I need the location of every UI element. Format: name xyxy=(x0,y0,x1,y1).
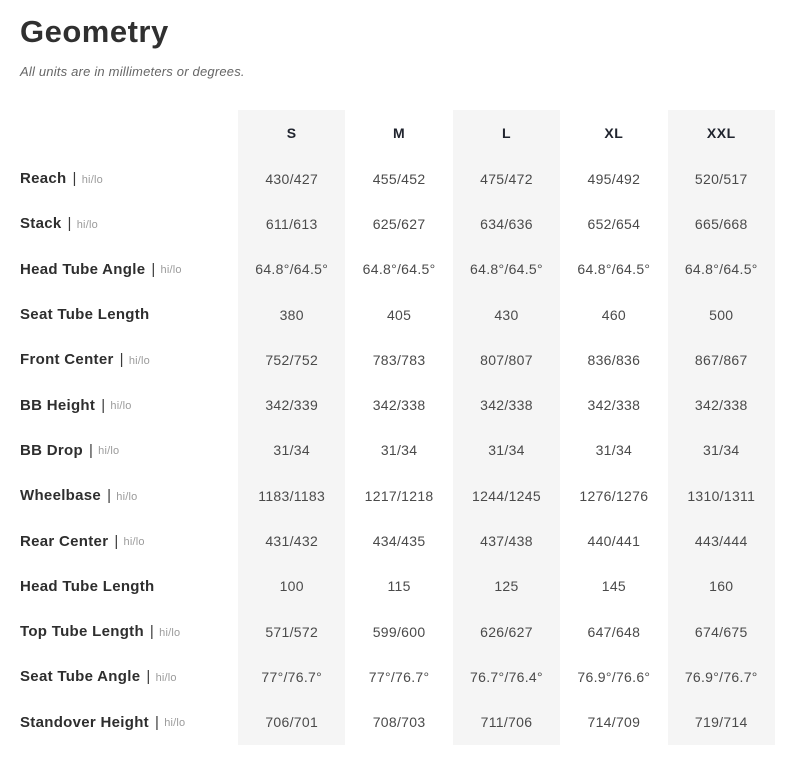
value-cell: 342/338 xyxy=(587,397,641,414)
row-label-cell xyxy=(20,156,238,201)
row-label: Wheelbase xyxy=(20,487,102,505)
label-separator: | xyxy=(72,170,77,188)
value-cell: 31/34 xyxy=(595,442,633,459)
value-cell: 500 xyxy=(668,292,775,337)
row-label: Top Tube Length xyxy=(20,623,144,641)
value-cell: 342/338 xyxy=(372,397,426,414)
geometry-table xyxy=(20,110,775,745)
value-cell: 77°/76.7° xyxy=(238,654,345,699)
value-cell: 460 xyxy=(601,306,626,323)
value-cell: 665/668 xyxy=(668,201,775,246)
row-label: Seat Tube Angle xyxy=(20,668,141,686)
row-suffix-hi-lo: hi/lo xyxy=(110,400,132,413)
value-cell: 807/807 xyxy=(453,337,560,382)
value-cell: 76.9°/76.6° xyxy=(577,668,651,685)
row-label-cell xyxy=(20,201,238,246)
row-label: Head Tube Angle xyxy=(20,260,146,278)
row-suffix-hi-lo: hi/lo xyxy=(128,354,150,367)
value-cell: 719/714 xyxy=(668,700,775,745)
value-cell: 1217/1218 xyxy=(364,487,434,504)
row-label: Stack xyxy=(20,215,62,233)
value-cell: 708/703 xyxy=(372,714,426,731)
value-cell: 674/675 xyxy=(668,609,775,654)
value-cell: 342/339 xyxy=(238,382,345,427)
row-suffix-hi-lo: hi/lo xyxy=(98,445,120,458)
page-title: Geometry xyxy=(20,14,169,49)
value-cell: 434/435 xyxy=(372,533,426,550)
value-cell: 1244/1245 xyxy=(453,473,560,518)
column-header-m: M xyxy=(393,125,406,141)
row-label-cell xyxy=(20,428,238,473)
value-cell: 437/438 xyxy=(453,518,560,563)
row-label-cell xyxy=(20,337,238,382)
value-cell: 625/627 xyxy=(372,215,426,232)
value-cell: 1310/1311 xyxy=(668,473,775,518)
value-cell: 706/701 xyxy=(238,700,345,745)
value-cell: 64.8°/64.5° xyxy=(362,261,436,278)
value-cell: 495/492 xyxy=(587,170,641,187)
label-separator: | xyxy=(88,441,94,459)
value-cell: 711/706 xyxy=(453,700,560,745)
value-cell: 783/783 xyxy=(372,351,426,368)
label-separator: | xyxy=(107,487,112,505)
value-cell: 626/627 xyxy=(453,609,560,654)
value-cell: 867/867 xyxy=(668,337,775,382)
value-cell: 31/34 xyxy=(453,428,560,473)
value-cell: 520/517 xyxy=(668,156,775,201)
value-cell: 836/836 xyxy=(587,351,641,368)
row-suffix-hi-lo: hi/lo xyxy=(116,490,138,503)
value-cell: 455/452 xyxy=(372,170,426,187)
row-label: BB Height xyxy=(20,396,96,414)
row-label-cell xyxy=(20,700,238,745)
label-separator: | xyxy=(119,351,124,369)
value-cell: 714/709 xyxy=(587,714,641,731)
value-cell: 76.7°/76.4° xyxy=(453,654,560,699)
value-cell: 64.8°/64.5° xyxy=(577,261,651,278)
value-cell: 475/472 xyxy=(453,156,560,201)
value-cell: 100 xyxy=(238,564,345,609)
row-label-cell xyxy=(20,247,238,292)
label-separator: | xyxy=(149,623,155,641)
row-label: Rear Center xyxy=(20,532,109,550)
label-separator: | xyxy=(114,532,119,550)
row-label: Head Tube Length xyxy=(20,577,155,595)
label-separator: | xyxy=(101,396,106,414)
column-header-xl: XL xyxy=(604,125,624,141)
row-suffix-hi-lo: hi/lo xyxy=(159,626,181,639)
value-cell: 652/654 xyxy=(587,215,641,232)
row-suffix-hi-lo: hi/lo xyxy=(160,264,182,277)
value-cell: 342/338 xyxy=(668,382,775,427)
row-label-cell xyxy=(20,609,238,654)
value-cell: 430/427 xyxy=(238,156,345,201)
value-cell: 64.8°/64.5° xyxy=(668,247,775,292)
row-suffix-hi-lo: hi/lo xyxy=(164,717,186,730)
value-cell: 160 xyxy=(668,564,775,609)
value-cell: 64.8°/64.5° xyxy=(238,247,345,292)
table-corner-cell xyxy=(20,110,238,156)
value-cell: 571/572 xyxy=(238,609,345,654)
value-cell: 1276/1276 xyxy=(579,487,649,504)
value-cell: 1183/1183 xyxy=(238,473,345,518)
row-label-cell xyxy=(20,292,238,337)
value-cell: 647/648 xyxy=(587,623,641,640)
row-label: Reach xyxy=(20,170,67,188)
value-cell: 599/600 xyxy=(372,623,426,640)
row-label: Standover Height xyxy=(20,713,149,731)
value-cell: 77°/76.7° xyxy=(368,668,430,685)
value-cell: 342/338 xyxy=(453,382,560,427)
row-suffix-hi-lo: hi/lo xyxy=(81,173,103,186)
row-label: Front Center xyxy=(20,351,114,369)
value-cell: 611/613 xyxy=(238,201,345,246)
value-cell: 752/752 xyxy=(238,337,345,382)
row-suffix-hi-lo: hi/lo xyxy=(76,218,98,231)
value-cell: 31/34 xyxy=(380,442,418,459)
label-separator: | xyxy=(67,215,72,233)
row-suffix-hi-lo: hi/lo xyxy=(155,671,177,684)
row-label: BB Drop xyxy=(20,441,83,459)
row-suffix-hi-lo: hi/lo xyxy=(123,536,145,549)
label-separator: | xyxy=(154,713,160,731)
label-separator: | xyxy=(151,260,156,278)
value-cell: 115 xyxy=(387,578,411,595)
page-subtitle: All units are in millimeters or degrees. xyxy=(20,64,245,79)
row-label: Seat Tube Length xyxy=(20,306,150,324)
row-label-cell xyxy=(20,564,238,609)
value-cell: 31/34 xyxy=(238,428,345,473)
row-label-cell xyxy=(20,473,238,518)
value-cell: 64.8°/64.5° xyxy=(453,247,560,292)
column-header-l: L xyxy=(453,110,560,156)
value-cell: 145 xyxy=(601,578,626,595)
row-label-cell xyxy=(20,654,238,699)
column-header-s: S xyxy=(238,110,345,156)
value-cell: 76.9°/76.7° xyxy=(668,654,775,699)
label-separator: | xyxy=(146,668,151,686)
value-cell: 125 xyxy=(453,564,560,609)
row-label-cell xyxy=(20,382,238,427)
row-label-cell xyxy=(20,518,238,563)
column-header-xxl: XXL xyxy=(668,110,775,156)
value-cell: 380 xyxy=(238,292,345,337)
value-cell: 405 xyxy=(386,306,412,323)
value-cell: 634/636 xyxy=(453,201,560,246)
value-cell: 31/34 xyxy=(668,428,775,473)
value-cell: 443/444 xyxy=(668,518,775,563)
value-cell: 431/432 xyxy=(238,518,345,563)
value-cell: 440/441 xyxy=(587,533,641,550)
value-cell: 430 xyxy=(453,292,560,337)
